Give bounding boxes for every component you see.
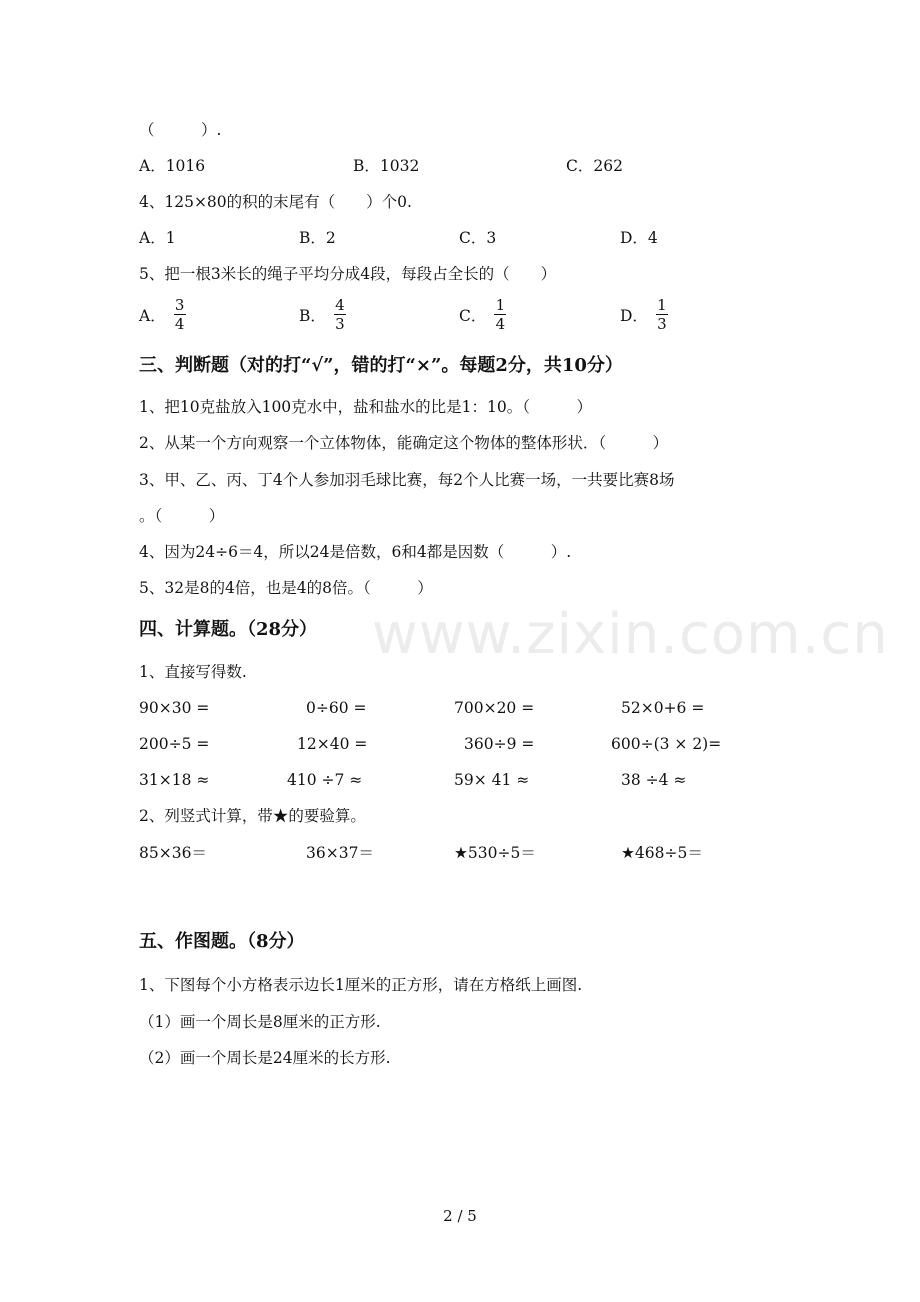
calc1-title: 1、直接写得数. bbox=[139, 663, 247, 681]
denominator: 4 bbox=[495, 315, 506, 333]
q5-option-c bbox=[459, 296, 506, 333]
calc-cell: 700×20 = bbox=[454, 699, 535, 717]
calc-cell: 600÷(3 × 2)= bbox=[611, 735, 722, 753]
option-label: C． bbox=[459, 306, 487, 325]
q5-option-a bbox=[139, 296, 186, 333]
vertical-calc-item: ★468÷5＝ bbox=[621, 844, 703, 862]
q4-option-b: B．2 bbox=[299, 229, 336, 247]
calc-cell: 59× 41 ≈ bbox=[454, 771, 530, 789]
calc-cell: 360÷9 = bbox=[464, 735, 535, 753]
section3-title: 三、判断题（对的打“√”，错的打“×”。每题2分，共10分） bbox=[139, 355, 623, 376]
draw-item-1: 1、下图每个小方格表示边长1厘米的正方形，请在方格纸上画图. bbox=[139, 976, 583, 994]
q3-option-b: B．1032 bbox=[353, 157, 420, 175]
calc-cell: 38 ÷4 ≈ bbox=[621, 771, 687, 789]
judge-item-4: 4、因为24÷6＝4，所以24是倍数，6和4都是因数（ ）. bbox=[139, 543, 572, 561]
numerator: 1 bbox=[495, 296, 506, 314]
fraction bbox=[494, 296, 506, 333]
fraction bbox=[174, 296, 186, 333]
draw-item-2: （1）画一个周长是8厘米的正方形. bbox=[139, 1013, 381, 1031]
q5-option-b bbox=[299, 296, 346, 333]
numerator: 1 bbox=[657, 296, 667, 314]
judge-item-3-cont: 。（ ） bbox=[139, 507, 225, 525]
judge-item-5: 5、32是8的4倍，也是4的8倍。（ ） bbox=[139, 579, 433, 597]
fraction bbox=[334, 296, 346, 333]
calc-cell: 0÷60 = bbox=[306, 699, 367, 717]
judge-item-3: 3、甲、乙、丙、丁4个人参加羽毛球比赛，每2个人比赛一场，一共要比赛8场 bbox=[139, 471, 675, 489]
q4-option-a: A．1 bbox=[139, 229, 176, 247]
q5-option-d bbox=[620, 296, 668, 333]
option-label: B． bbox=[299, 306, 326, 325]
calc-cell: 90×30 = bbox=[139, 699, 210, 717]
calc-cell: 200÷5 = bbox=[139, 735, 210, 753]
calc-cell: 410 ÷7 ≈ bbox=[287, 771, 363, 789]
draw-item-3: （2）画一个周长是24厘米的长方形. bbox=[139, 1049, 391, 1067]
calc-cell: 31×18 ≈ bbox=[139, 771, 210, 789]
q5-text: 5、把一根3米长的绳子平均分成4段，每段占全长的（ ） bbox=[139, 265, 557, 283]
numerator: 3 bbox=[174, 296, 185, 314]
calc-cell: 52×0+6 = bbox=[621, 699, 705, 717]
option-label: D． bbox=[620, 306, 648, 325]
section4-title: 四、计算题。（28分） bbox=[139, 619, 318, 640]
denominator: 4 bbox=[174, 315, 185, 333]
calc-cell: 12×40 = bbox=[297, 735, 368, 753]
denominator: 3 bbox=[657, 315, 667, 333]
q4-option-c: C．3 bbox=[459, 229, 497, 247]
q4-option-d: D．4 bbox=[620, 229, 658, 247]
calc2-title: 2、列竖式计算，带★的要验算。 bbox=[139, 807, 366, 825]
vertical-calc-item: 36×37＝ bbox=[306, 844, 374, 862]
numerator: 4 bbox=[335, 296, 345, 314]
q3-option-c: C．262 bbox=[566, 157, 623, 175]
judge-item-1: 1、把10克盐放入100克水中，盐和盐水的比是1：10。（ ） bbox=[139, 398, 593, 416]
vertical-calc-item: ★530÷5＝ bbox=[454, 844, 536, 862]
page-number: 2 / 5 bbox=[443, 1207, 477, 1225]
section5-title: 五、作图题。（8分） bbox=[139, 931, 305, 952]
q3-tail: （ ）. bbox=[139, 121, 222, 139]
denominator: 3 bbox=[335, 315, 345, 333]
q4-text: 4、125×80的积的末尾有（ ）个0. bbox=[139, 193, 412, 211]
vertical-calc-item: 85×36＝ bbox=[139, 844, 207, 862]
option-label: A． bbox=[139, 306, 166, 325]
watermark: www.zixin.com.cn bbox=[372, 602, 889, 667]
judge-item-2: 2、从某一个方向观察一个立体物体，能确定这个物体的整体形状．（ ） bbox=[139, 434, 669, 452]
fraction bbox=[656, 296, 668, 333]
q3-option-a: A．1016 bbox=[139, 157, 206, 175]
